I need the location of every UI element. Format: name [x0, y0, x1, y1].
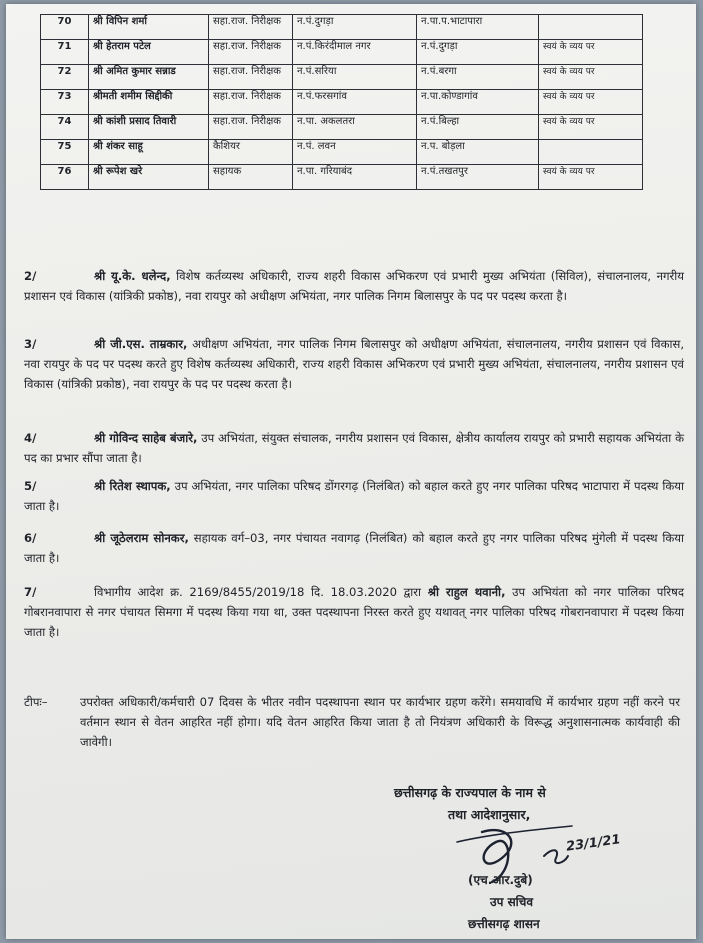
paragraph-text: विशेष कर्तव्यस्थ अधिकारी, राज्य शहरी विकास अभिकरण एवं प्रभारी मुख्य अभियंता (सिविल), संचालनालय, नगरीय प्रशासन एवं विकास (यांत्रिकी प्रकोष्ठ), नवा रायपुर को अधीक्षण अभियंता, नगर पालिक निगम बिलासपुर के पद पर पदस्थ करता है।: [24, 269, 685, 303]
signatory-name: (एच.आर.दुबे): [468, 873, 533, 887]
paragraph-number: 7/: [24, 585, 37, 599]
paragraph-text-continued: उप अभियंता को नगर पालिका परिषद गोबरानवापारा से नगर पंचायत सिमगा में पदस्थ किया गया था, उक्त पदस्थापना निरस्त करते हुए यथावत् नगर पालिका परिषद गोबरानवापारा में पदस्थ किया जाता है।: [24, 585, 684, 639]
note-label: टीपः–: [24, 695, 48, 709]
table-row: [41, 65, 643, 90]
to-posting-cell: न.प. बोड़ला: [417, 140, 539, 165]
table-row: [41, 90, 643, 115]
paragraph-5: [24, 476, 684, 516]
signatory-post: उप सचिव: [490, 895, 534, 909]
signature-date: 23/1/21: [565, 832, 622, 855]
paragraph-number: 4/: [24, 431, 37, 445]
to-posting-cell: न.पं.बरगा: [417, 65, 539, 90]
from-posting-cell: न.पं. लवन: [293, 140, 417, 165]
from-posting-cell: न.पं.फरसगांव: [293, 90, 417, 115]
to-posting-cell: न.पं.बिल्हा: [417, 115, 539, 140]
to-posting-cell: न.पा.कोण्डागांव: [417, 90, 539, 115]
employee-name-cell: श्री शंकर साहू: [89, 140, 209, 165]
paragraph-text: अधीक्षण अभियंता, नगर पालिक निगम बिलासपुर को अधीक्षण अभियंता, संचालनालय, नगरीय प्रशासन एवं विकास, नवा रायपुर के पद पर पदस्थ करते हुए विशेष कर्तव्यस्थ अधिकारी, राज्य शहरी विकास अभिकरण एवं प्रभारी मुख्य अभियंता, संचालनालय, नगरीय प्रशासन एवं विकास (यांत्रिकी प्रकोष्ठ), नवा रायपुर के पद पर पदस्थ करता है।: [24, 337, 684, 391]
paragraph-2: [24, 266, 684, 306]
designation-cell: कैशियर: [209, 140, 293, 165]
to-posting-cell: न.पं.तखतपुर: [417, 165, 539, 190]
from-posting-cell: न.पं.किरंदीमाल नगर: [293, 40, 417, 65]
officer-name: श्री जूठेलराम सोनकर,: [94, 531, 189, 545]
paragraph-6: [24, 528, 684, 568]
designation-cell: सहा.राज. निरीक्षक: [209, 115, 293, 140]
from-posting-cell: न.पं.सरिया: [293, 65, 417, 90]
order-document: [6, 4, 696, 939]
officer-name: श्री गोविन्द साहेब बंजारे,: [94, 431, 198, 445]
designation-cell: सहा.राज. निरीक्षक: [209, 65, 293, 90]
paragraph-7: [24, 582, 684, 642]
employee-name-cell: श्री कांशी प्रसाद तिवारी: [89, 115, 209, 140]
paragraph-text: उप अभियंता, नगर पालिका परिषद डोंगरगढ़ (निलंबित) को बहाल करते हुए नगर पालिका परिषद भाटापारा में पदस्थ किया जाता है।: [24, 479, 685, 513]
to-posting-cell: न.पं.दुगड़ा: [417, 40, 539, 65]
officer-name: श्री रितेश स्थापक,: [94, 479, 171, 493]
designation-cell: सहा.राज. निरीक्षक: [209, 90, 293, 115]
paragraph-text: विभागीय आदेश क्र. 2169/8455/2019/18 दि. 18.03.2020 द्वारा: [94, 585, 422, 599]
serial-number-cell: 76: [41, 165, 89, 190]
serial-number-cell: 70: [41, 15, 89, 40]
remark-cell: स्वयं के व्यय पर: [539, 165, 643, 190]
employee-name-cell: श्री विपिन शर्मा: [89, 15, 209, 40]
officer-name: श्री जी.एस. ताम्रकार,: [94, 337, 188, 351]
to-posting-cell: न.पा.प.भाटापारा: [417, 15, 539, 40]
serial-number-cell: 73: [41, 90, 89, 115]
serial-number-cell: 75: [41, 140, 89, 165]
from-posting-cell: न.पं.दुगड़ा: [293, 15, 417, 40]
employee-name-cell: श्री हेतराम पटेल: [89, 40, 209, 65]
remark-cell: [539, 140, 643, 165]
paragraph-text: सहायक वर्ग–03, नगर पंचायत नवागढ़ (निलंबित) को बहाल करते हुए नगर पालिका परिषद मुंगेली में पदस्थ किया जाता है।: [24, 531, 684, 565]
table-row: [41, 140, 643, 165]
employee-name-cell: श्री अमित कुमार सन्नाड: [89, 65, 209, 90]
designation-cell: सहा.राज. निरीक्षक: [209, 40, 293, 65]
signatory-government: छत्तीसगढ़ शासन: [468, 917, 540, 931]
remark-cell: स्वयं के व्यय पर: [539, 115, 643, 140]
remark-cell: [539, 15, 643, 40]
remark-cell: स्वयं के व्यय पर: [539, 90, 643, 115]
table-row: [41, 115, 643, 140]
paragraph-number: 6/: [24, 531, 37, 545]
signature-authority-line: छत्तीसगढ़ के राज्यपाल के नाम से: [394, 785, 546, 800]
paragraph-number: 5/: [24, 479, 37, 493]
employee-name-cell: श्रीमती शमीम सिद्दीकी: [89, 90, 209, 115]
officer-name: श्री राहुल थवानी,: [427, 585, 506, 599]
table-row: [41, 40, 643, 65]
paragraph-4: [24, 428, 684, 468]
paragraph-3: [24, 334, 684, 394]
from-posting-cell: न.पा. गरियाबंद: [293, 165, 417, 190]
remark-cell: स्वयं के व्यय पर: [539, 65, 643, 90]
paragraph-number: 2/: [24, 269, 37, 283]
remark-cell: स्वयं के व्यय पर: [539, 40, 643, 65]
paragraph-text: उप अभियंता, संयुक्त संचालक, नगरीय प्रशासन एवं विकास, क्षेत्रीय कार्यालय रायपुर को प्रभारी सहायक अभियंता के पद का प्रभार सौंपा जाता है।: [24, 431, 684, 465]
officer-name: श्री यू.के. धलेन्द,: [94, 269, 171, 283]
serial-number-cell: 72: [41, 65, 89, 90]
note-text: उपरोक्त अधिकारी/कर्मचारी 07 दिवस के भीतर नवीन पदस्थापना स्थान पर कार्यभार ग्रहण करेंगे। समयावधि में कार्यभार ग्रहण नहीं करने पर वर्तमान स्थान से वेतन आहरित नहीं होगा। यदि वेतन आहरित किया जाता है तो नियंत्रण अधिकारी के विरूद्ध अनुशासनात्मक कार्यवाही की जावेगी।: [80, 695, 680, 749]
designation-cell: सहायक: [209, 165, 293, 190]
designation-cell: सहा.राज. निरीक्षक: [209, 15, 293, 40]
table-row: [41, 165, 643, 190]
transfer-table: [40, 14, 643, 190]
table-row: [41, 15, 643, 40]
serial-number-cell: 71: [41, 40, 89, 65]
signature-authority-line-2: तथा आदेशानुसार,: [448, 807, 531, 822]
from-posting-cell: न.पा. अकलतरा: [293, 115, 417, 140]
employee-name-cell: श्री रूपेश खरे: [89, 165, 209, 190]
paragraph-number: 3/: [24, 337, 37, 351]
serial-number-cell: 74: [41, 115, 89, 140]
